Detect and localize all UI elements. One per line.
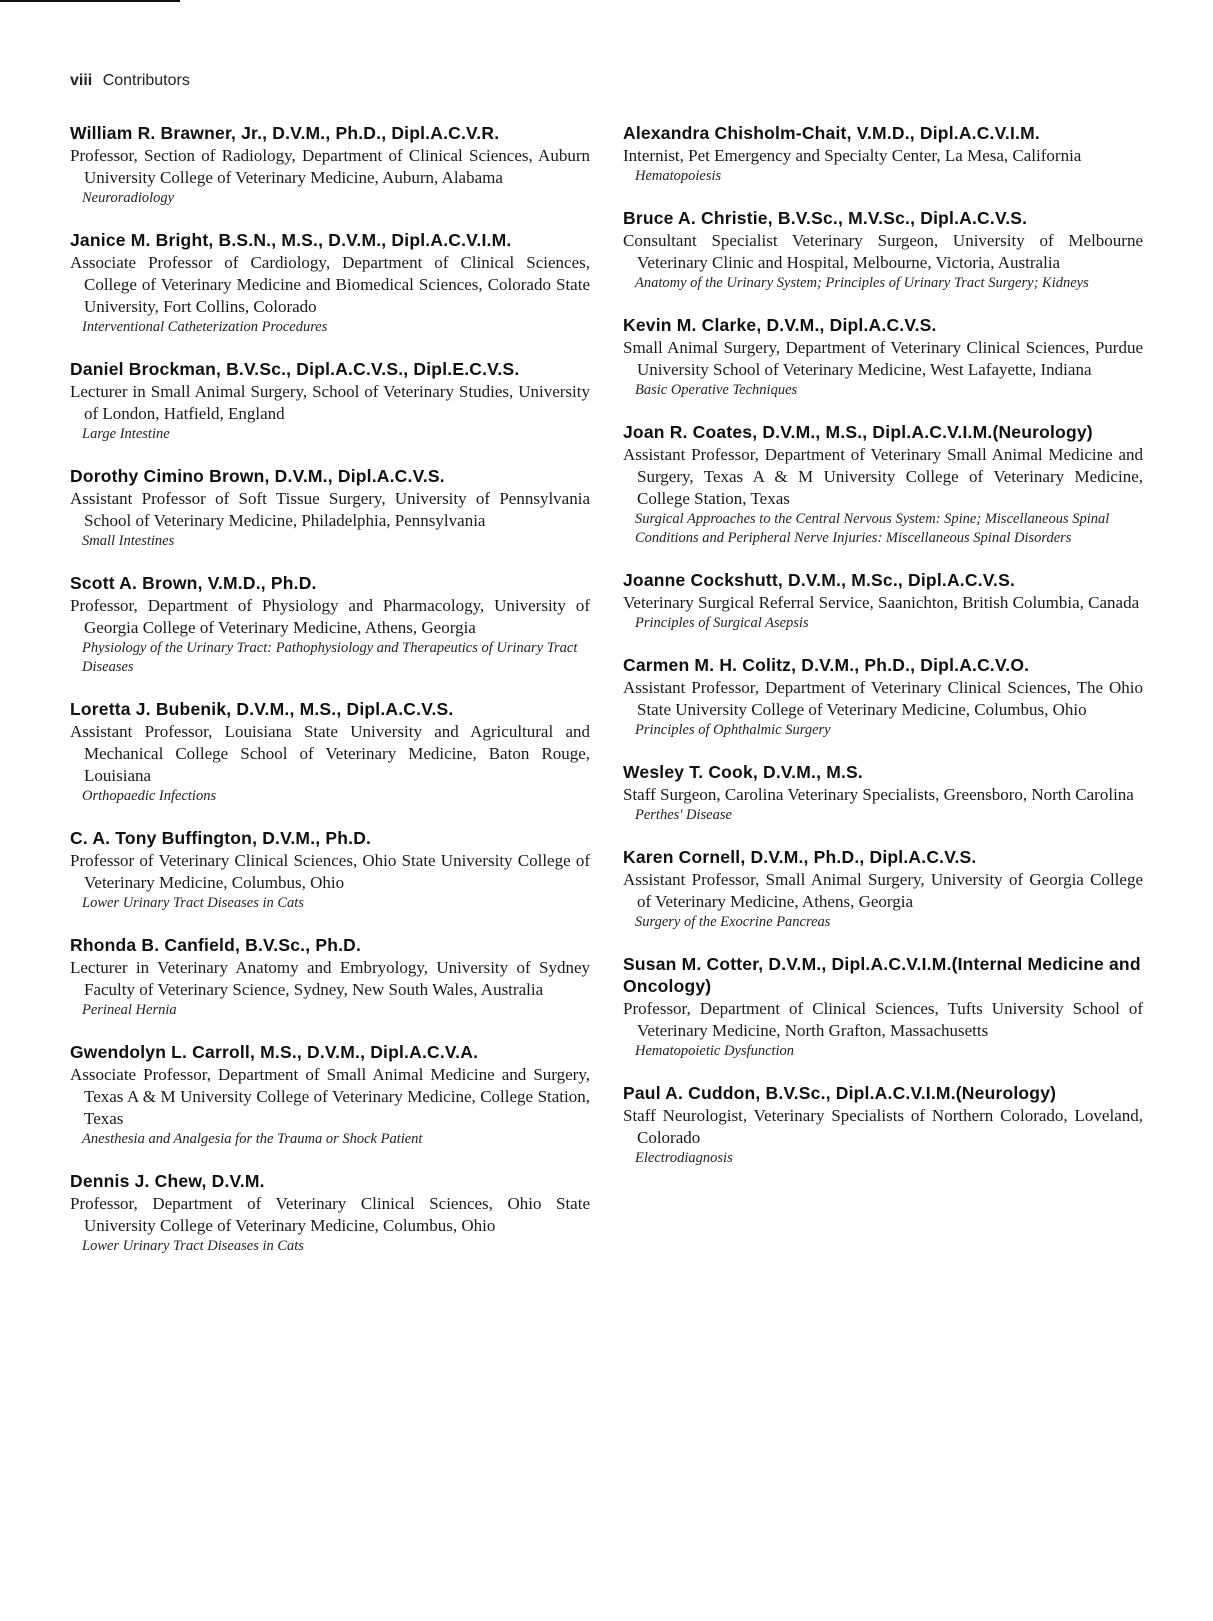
contributor-affiliation: Professor of Veterinary Clinical Sciences, Ohio State University College of Veterinary Medicine, Columbus, Ohio	[70, 851, 590, 892]
contributor-affiliation: Staff Surgeon, Carolina Veterinary Specialists, Greensboro, North Carolina	[623, 785, 1134, 804]
contributor-entry	[70, 934, 590, 1020]
contributor-name: Loretta J. Bubenik, D.V.M., M.S., Dipl.A.C.V.S.	[70, 699, 454, 719]
right-column	[623, 122, 1143, 1189]
contributor-affiliation: Staff Neurologist, Veterinary Specialists of Northern Colorado, Loveland, Colorado	[623, 1106, 1143, 1147]
contributor-affiliation: Assistant Professor, Louisiana State University and Agricultural and Mechanical College School of Veterinary Medicine, Baton Rouge, Louisiana	[70, 722, 590, 785]
contributor-chapters: Anatomy of the Urinary System; Principles of Urinary Tract Surgery; Kidneys	[635, 275, 1089, 291]
contributor-affiliation: Small Animal Surgery, Department of Veterinary Clinical Sciences, Purdue University School of Veterinary Medicine, West Lafayette, Indiana	[623, 338, 1143, 379]
contributor-chapters: Anesthesia and Analgesia for the Trauma or Shock Patient	[82, 1131, 423, 1147]
contributor-name: Dorothy Cimino Brown, D.V.M., Dipl.A.C.V.S.	[70, 466, 445, 486]
page-number: viii	[70, 72, 93, 89]
contributor-chapters: Large Intestine	[82, 426, 170, 442]
contributor-entry	[623, 569, 1143, 633]
contributor-entry	[623, 207, 1143, 293]
contributor-chapters: Small Intestines	[82, 533, 175, 549]
contributor-affiliation: Veterinary Surgical Referral Service, Saanichton, British Columbia, Canada	[623, 593, 1140, 612]
section-title: Contributors	[102, 72, 190, 89]
contributor-chapters: Electrodiagnosis	[635, 1150, 733, 1166]
contributor-chapters: Principles of Surgical Asepsis	[635, 615, 809, 631]
contributor-chapters: Basic Operative Techniques	[635, 382, 798, 398]
contributor-affiliation: Assistant Professor, Department of Veterinary Small Animal Medicine and Surgery, Texas A & M University College of Veterinary Medicine, College Station, Texas	[623, 445, 1143, 508]
contributor-entry	[623, 122, 1143, 186]
contributor-chapters: Lower Urinary Tract Diseases in Cats	[82, 1238, 304, 1254]
contributor-chapters: Surgical Approaches to the Central Nervous System: Spine; Miscellaneous Spinal Conditions and Peripheral Nerve Injuries: Miscellaneous Spinal Disorders	[635, 511, 1110, 546]
contributor-name: Karen Cornell, D.V.M., Ph.D., Dipl.A.C.V.S.	[623, 847, 977, 867]
running-head	[70, 72, 190, 90]
contributor-entry	[70, 358, 590, 444]
contributor-chapters: Hematopoietic Dysfunction	[635, 1043, 795, 1059]
contributor-name: Paul A. Cuddon, B.V.Sc., Dipl.A.C.V.I.M.(Neurology)	[623, 1083, 1057, 1103]
contributor-entry	[70, 465, 590, 551]
contributor-entry	[70, 572, 590, 677]
contributor-chapters: Orthopaedic Infections	[82, 788, 217, 804]
contributor-chapters: Physiology of the Urinary Tract: Pathophysiology and Therapeutics of Urinary Tract Diseases	[82, 640, 578, 675]
contributor-name: Susan M. Cotter, D.V.M., Dipl.A.C.V.I.M.(Internal Medicine and Oncology)	[623, 954, 1141, 996]
contributor-name: Rhonda B. Canfield, B.V.Sc., Ph.D.	[70, 935, 362, 955]
contributor-chapters: Perthes' Disease	[635, 807, 732, 823]
contributor-chapters: Hematopoiesis	[635, 168, 722, 184]
contributor-affiliation: Assistant Professor, Department of Veterinary Clinical Sciences, The Ohio State University College of Veterinary Medicine, Columbus, Ohio	[623, 678, 1143, 719]
contributor-name: Kevin M. Clarke, D.V.M., Dipl.A.C.V.S.	[623, 315, 937, 335]
contributor-entry	[623, 654, 1143, 740]
contributor-name: C. A. Tony Buffington, D.V.M., Ph.D.	[70, 828, 372, 848]
contributor-affiliation: Assistant Professor, Small Animal Surgery, University of Georgia College of Veterinary Medicine, Athens, Georgia	[623, 870, 1143, 911]
contributor-entry	[623, 846, 1143, 932]
contributor-entry	[623, 761, 1143, 825]
contributor-entry	[70, 1170, 590, 1256]
contributor-name: Scott A. Brown, V.M.D., Ph.D.	[70, 573, 317, 593]
contributor-name: Joan R. Coates, D.V.M., M.S., Dipl.A.C.V.I.M.(Neurology)	[623, 422, 1093, 442]
contributor-name: Bruce A. Christie, B.V.Sc., M.V.Sc., Dipl.A.C.V.S.	[623, 208, 1028, 228]
left-column	[70, 122, 590, 1277]
contributor-chapters: Lower Urinary Tract Diseases in Cats	[82, 895, 304, 911]
contributor-chapters: Principles of Ophthalmic Surgery	[635, 722, 831, 738]
contributor-chapters: Neuroradiology	[82, 190, 175, 206]
contributor-entry	[70, 1041, 590, 1149]
contributor-affiliation: Lecturer in Veterinary Anatomy and Embryology, University of Sydney Faculty of Veterinary Science, Sydney, New South Wales, Australia	[70, 958, 590, 999]
contributor-name: Gwendolyn L. Carroll, M.S., D.V.M., Dipl.A.C.V.A.	[70, 1042, 479, 1062]
contributor-affiliation: Professor, Department of Veterinary Clinical Sciences, Ohio State University College of Veterinary Medicine, Columbus, Ohio	[70, 1194, 590, 1235]
contributor-affiliation: Professor, Department of Physiology and Pharmacology, University of Georgia College of Veterinary Medicine, Athens, Georgia	[70, 596, 590, 637]
contributor-name: Carmen M. H. Colitz, D.V.M., Ph.D., Dipl.A.C.V.O.	[623, 655, 1030, 675]
contributor-chapters: Interventional Catheterization Procedures	[82, 319, 328, 335]
contributor-name: Janice M. Bright, B.S.N., M.S., D.V.M., Dipl.A.C.V.I.M.	[70, 230, 512, 250]
contributor-entry	[623, 421, 1143, 548]
contributor-entry	[70, 229, 590, 337]
contributor-affiliation: Associate Professor of Cardiology, Department of Clinical Sciences, College of Veterinary Medicine and Biomedical Sciences, Colorado State University, Fort Collins, Colorado	[70, 253, 590, 316]
contributor-affiliation: Professor, Department of Clinical Sciences, Tufts University School of Veterinary Medicine, North Grafton, Massachusetts	[623, 999, 1143, 1040]
contributor-name: William R. Brawner, Jr., D.V.M., Ph.D., Dipl.A.C.V.R.	[70, 123, 500, 143]
contributor-name: Alexandra Chisholm-Chait, V.M.D., Dipl.A.C.V.I.M.	[623, 123, 1040, 143]
contributor-chapters: Surgery of the Exocrine Pancreas	[635, 914, 831, 930]
contributor-affiliation: Assistant Professor of Soft Tissue Surgery, University of Pennsylvania School of Veterinary Medicine, Philadelphia, Pennsylvania	[70, 489, 590, 530]
contributor-entry	[70, 827, 590, 913]
contributor-name: Dennis J. Chew, D.V.M.	[70, 1171, 265, 1191]
contributor-name: Joanne Cockshutt, D.V.M., M.Sc., Dipl.A.C.V.S.	[623, 570, 1016, 590]
contributor-affiliation: Associate Professor, Department of Small Animal Medicine and Surgery, Texas A & M University College of Veterinary Medicine, College Station, Texas	[70, 1065, 590, 1128]
contributor-affiliation: Professor, Section of Radiology, Department of Clinical Sciences, Auburn University College of Veterinary Medicine, Auburn, Alabama	[70, 146, 590, 187]
contributor-chapters: Perineal Hernia	[82, 1002, 177, 1018]
top-rule	[0, 0, 180, 2]
contributor-entry	[623, 953, 1143, 1061]
contributor-entry	[623, 314, 1143, 400]
contributor-affiliation: Internist, Pet Emergency and Specialty Center, La Mesa, California	[623, 146, 1082, 165]
contributor-affiliation: Consultant Specialist Veterinary Surgeon, University of Melbourne Veterinary Clinic and Hospital, Melbourne, Victoria, Australia	[623, 231, 1143, 272]
contributor-name: Daniel Brockman, B.V.Sc., Dipl.A.C.V.S., Dipl.E.C.V.S.	[70, 359, 520, 379]
contributor-name: Wesley T. Cook, D.V.M., M.S.	[623, 762, 863, 782]
contributor-entry	[623, 1082, 1143, 1168]
contributor-entry	[70, 698, 590, 806]
contributor-affiliation: Lecturer in Small Animal Surgery, School of Veterinary Studies, University of London, Hatfield, England	[70, 382, 590, 423]
contributor-entry	[70, 122, 590, 208]
